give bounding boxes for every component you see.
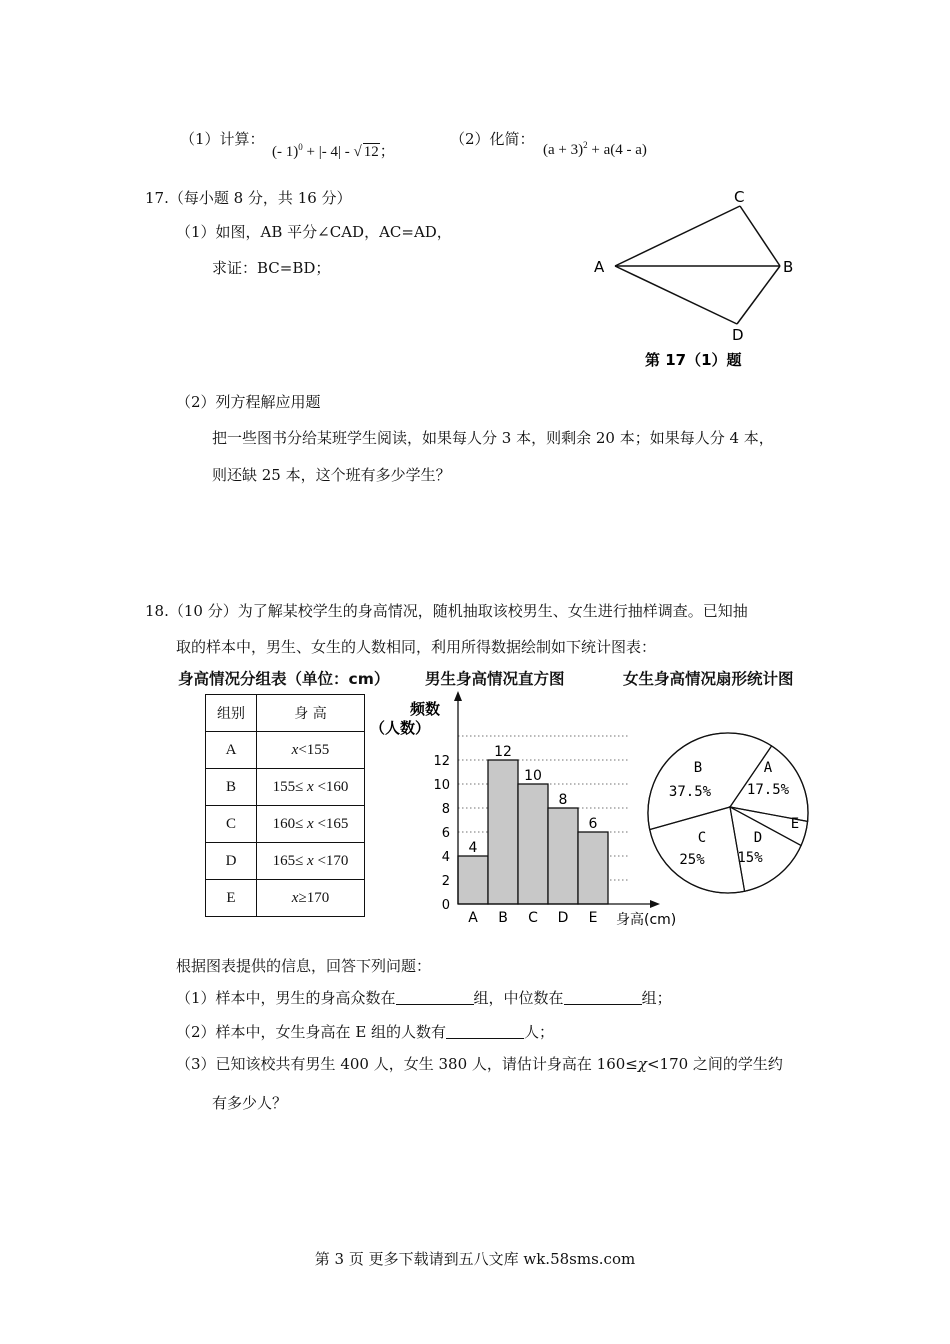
pie-slice-percent: 15% [737,850,763,866]
sub3-text-start: （3）已知该校共有男生 400 人，女生 380 人，请估计身高在 160≤ [176,1055,638,1073]
pie-slice-percent: 25% [679,852,705,868]
table-cell-group: E [206,880,257,917]
answer-blank-median[interactable] [564,990,642,1005]
table-cell-group: B [206,769,257,806]
range-suffix: <165 [313,815,349,832]
table-row [206,880,365,917]
table-cell-range [257,880,365,917]
y-tick-label: 8 [441,802,450,817]
y-axis-arrow [454,691,462,701]
range-suffix: <170 [313,852,349,869]
segment-cb [740,206,780,266]
x-tick-label: D [557,910,569,926]
table-header-group: 组别 [206,695,257,732]
q17-part1-line2: 求证：BC=BD； [212,259,331,277]
y-tick-label: 2 [441,874,450,889]
height-group-table [205,694,365,917]
q16-expr-exponent: 0 [298,142,303,152]
page-footer: 第 3 页 更多下载请到五八文库 wk.58sms.com [314,1250,636,1268]
bar-value-label: 4 [468,840,478,856]
range-suffix: <155 [298,741,330,758]
x-tick-label: E [588,910,598,926]
x-tick-label: B [498,910,508,926]
table-row [206,843,365,880]
range-suffix: ≥170 [298,889,330,906]
x-axis-arrow [650,900,660,908]
y-tick-label: 10 [433,778,450,793]
girls-height-pie-chart [640,730,820,900]
answer-blank-mode[interactable] [396,990,474,1005]
q16-expr-term2: + |- 4| - [306,144,350,160]
range-variable: x [307,852,314,869]
histogram-bar-e [578,832,608,904]
pie-slice-label: C [697,830,707,846]
segment-ad [615,266,737,324]
q17-part2-title: （2）列方程解应用题 [176,393,321,411]
q17-part2-line2: 则还缺 25 本，这个班有多少学生？ [212,466,451,484]
table-cell-group: C [206,806,257,843]
histogram-bar-c [518,784,548,904]
sub2-text-end: 人； [524,1023,555,1041]
pie-chart-title: 女生身高情况扇形统计图 [623,670,794,688]
segment-ac [615,206,740,266]
range-variable: x [307,778,314,795]
range-variable: x [307,815,314,832]
y-tick-label: 4 [441,850,450,865]
range-prefix: 155≤ [272,778,308,795]
y-axis-label-unit: （人数） [370,719,431,737]
q18-intro-line2: 取的样本中，男生、女生的人数相同，利用所得数据绘制如下统计图表： [176,638,657,656]
point-label-d: D [732,326,744,344]
pie-outline [648,733,808,893]
q16-expr2-exponent: 2 [583,140,588,150]
answer-blank-group-e[interactable] [446,1024,524,1039]
pie-slice-label: B [693,760,703,776]
table-row [206,732,365,769]
q17-part2-line1: 把一些图书分给某班学生阅读，如果每人分 3 本，则剩余 20 本；如果每人分 4 本， [212,429,774,447]
sub3-text-end: <170 之间的学生约 [646,1055,783,1073]
q18-sub-question-2 [176,1021,554,1042]
sub3-variable: χ [637,1055,647,1073]
q16-expr2-term2: + a(4 - a) [591,142,647,158]
y-tick-label: 0 [441,898,450,913]
point-label-c: C [734,188,745,206]
pie-slice-label: E [790,816,800,832]
table-title: 身高情况分组表（单位：cm） [178,670,390,688]
sub1-text-end: 组； [641,989,672,1007]
point-label-a: A [594,258,605,276]
x-tick-label: A [468,910,478,926]
table-row [206,806,365,843]
range-prefix: 160≤ [272,815,308,832]
q16-expr-term1: (- 1) [272,144,299,160]
q16-expr-radicand: 12 [363,144,379,160]
table-cell-range [257,732,365,769]
histogram-bar-b [488,760,518,904]
range-prefix: 165≤ [272,852,308,869]
histogram-bar-a [458,856,488,904]
bar-value-label: 8 [558,792,568,808]
sub2-text-start: （2）样本中，女生身高在 E 组的人数有 [176,1023,447,1041]
table-header-height: 身 高 [257,695,365,732]
table-cell-range [257,806,365,843]
bar-value-label: 6 [588,816,598,832]
table-cell-group: D [206,843,257,880]
sub1-text-middle: 组，中位数在 [473,989,564,1007]
q18-sub-question-3-line2: 有多少人？ [212,1094,288,1112]
x-tick-label: C [528,910,538,926]
table-header-row [206,695,365,732]
sub1-text-start: （1）样本中，男生的身高众数在 [176,989,396,1007]
y-tick-label: 12 [433,754,450,769]
table-row [206,769,365,806]
q16-part2-expression [543,140,647,159]
q17-figure [585,180,815,375]
q16-part1-expression: (- 1)$^0$ + |- 4| - √ 12； [272,142,395,160]
table-cell-group: A [206,732,257,769]
q16-expr2-term1: (a + 3) [543,142,584,158]
pie-slice-percent: 17.5% [746,782,790,798]
q18-sub-question-1 [176,987,672,1008]
range-suffix: <160 [313,778,349,795]
q17-heading: 17.（每小题 8 分，共 16 分） [145,189,352,207]
figure-caption: 第 17（1）题 [645,351,742,369]
table-cell-range [257,769,365,806]
q17-part1-line1: （1）如图，AB 平分∠CAD，AC=AD， [176,223,452,241]
q18-intro-line1: 18.（10 分）为了解某校学生的身高情况，随机抽取该校男生、女生进行抽样调查。已知抽 [145,602,748,620]
pie-slice-label: D [753,830,763,846]
histogram-title: 男生身高情况直方图 [425,670,565,688]
y-axis-label: 频数 [410,700,441,718]
pie-slice-label: A [763,760,773,776]
point-label-b: B [783,258,794,276]
segment-db [737,266,780,324]
y-tick-label: 6 [441,826,450,841]
pie-slice-percent: 37.5% [668,784,712,800]
q18-questions-intro: 根据图表提供的信息，回答下列问题： [176,957,432,975]
bar-value-label: 12 [494,744,512,760]
q16-part1-label: （1）计算： [180,130,265,148]
x-axis-label: 身高(cm) [616,912,677,928]
range-variable: x [291,889,299,906]
range-variable: x [291,741,299,758]
q16-expr-tail: ； [379,144,395,160]
q16-part2-label: （2）化简： [450,130,535,148]
bar-value-label: 10 [524,768,542,784]
q18-sub-question-3 [176,1053,783,1074]
table-cell-range [257,843,365,880]
histogram-bar-d [548,808,578,904]
